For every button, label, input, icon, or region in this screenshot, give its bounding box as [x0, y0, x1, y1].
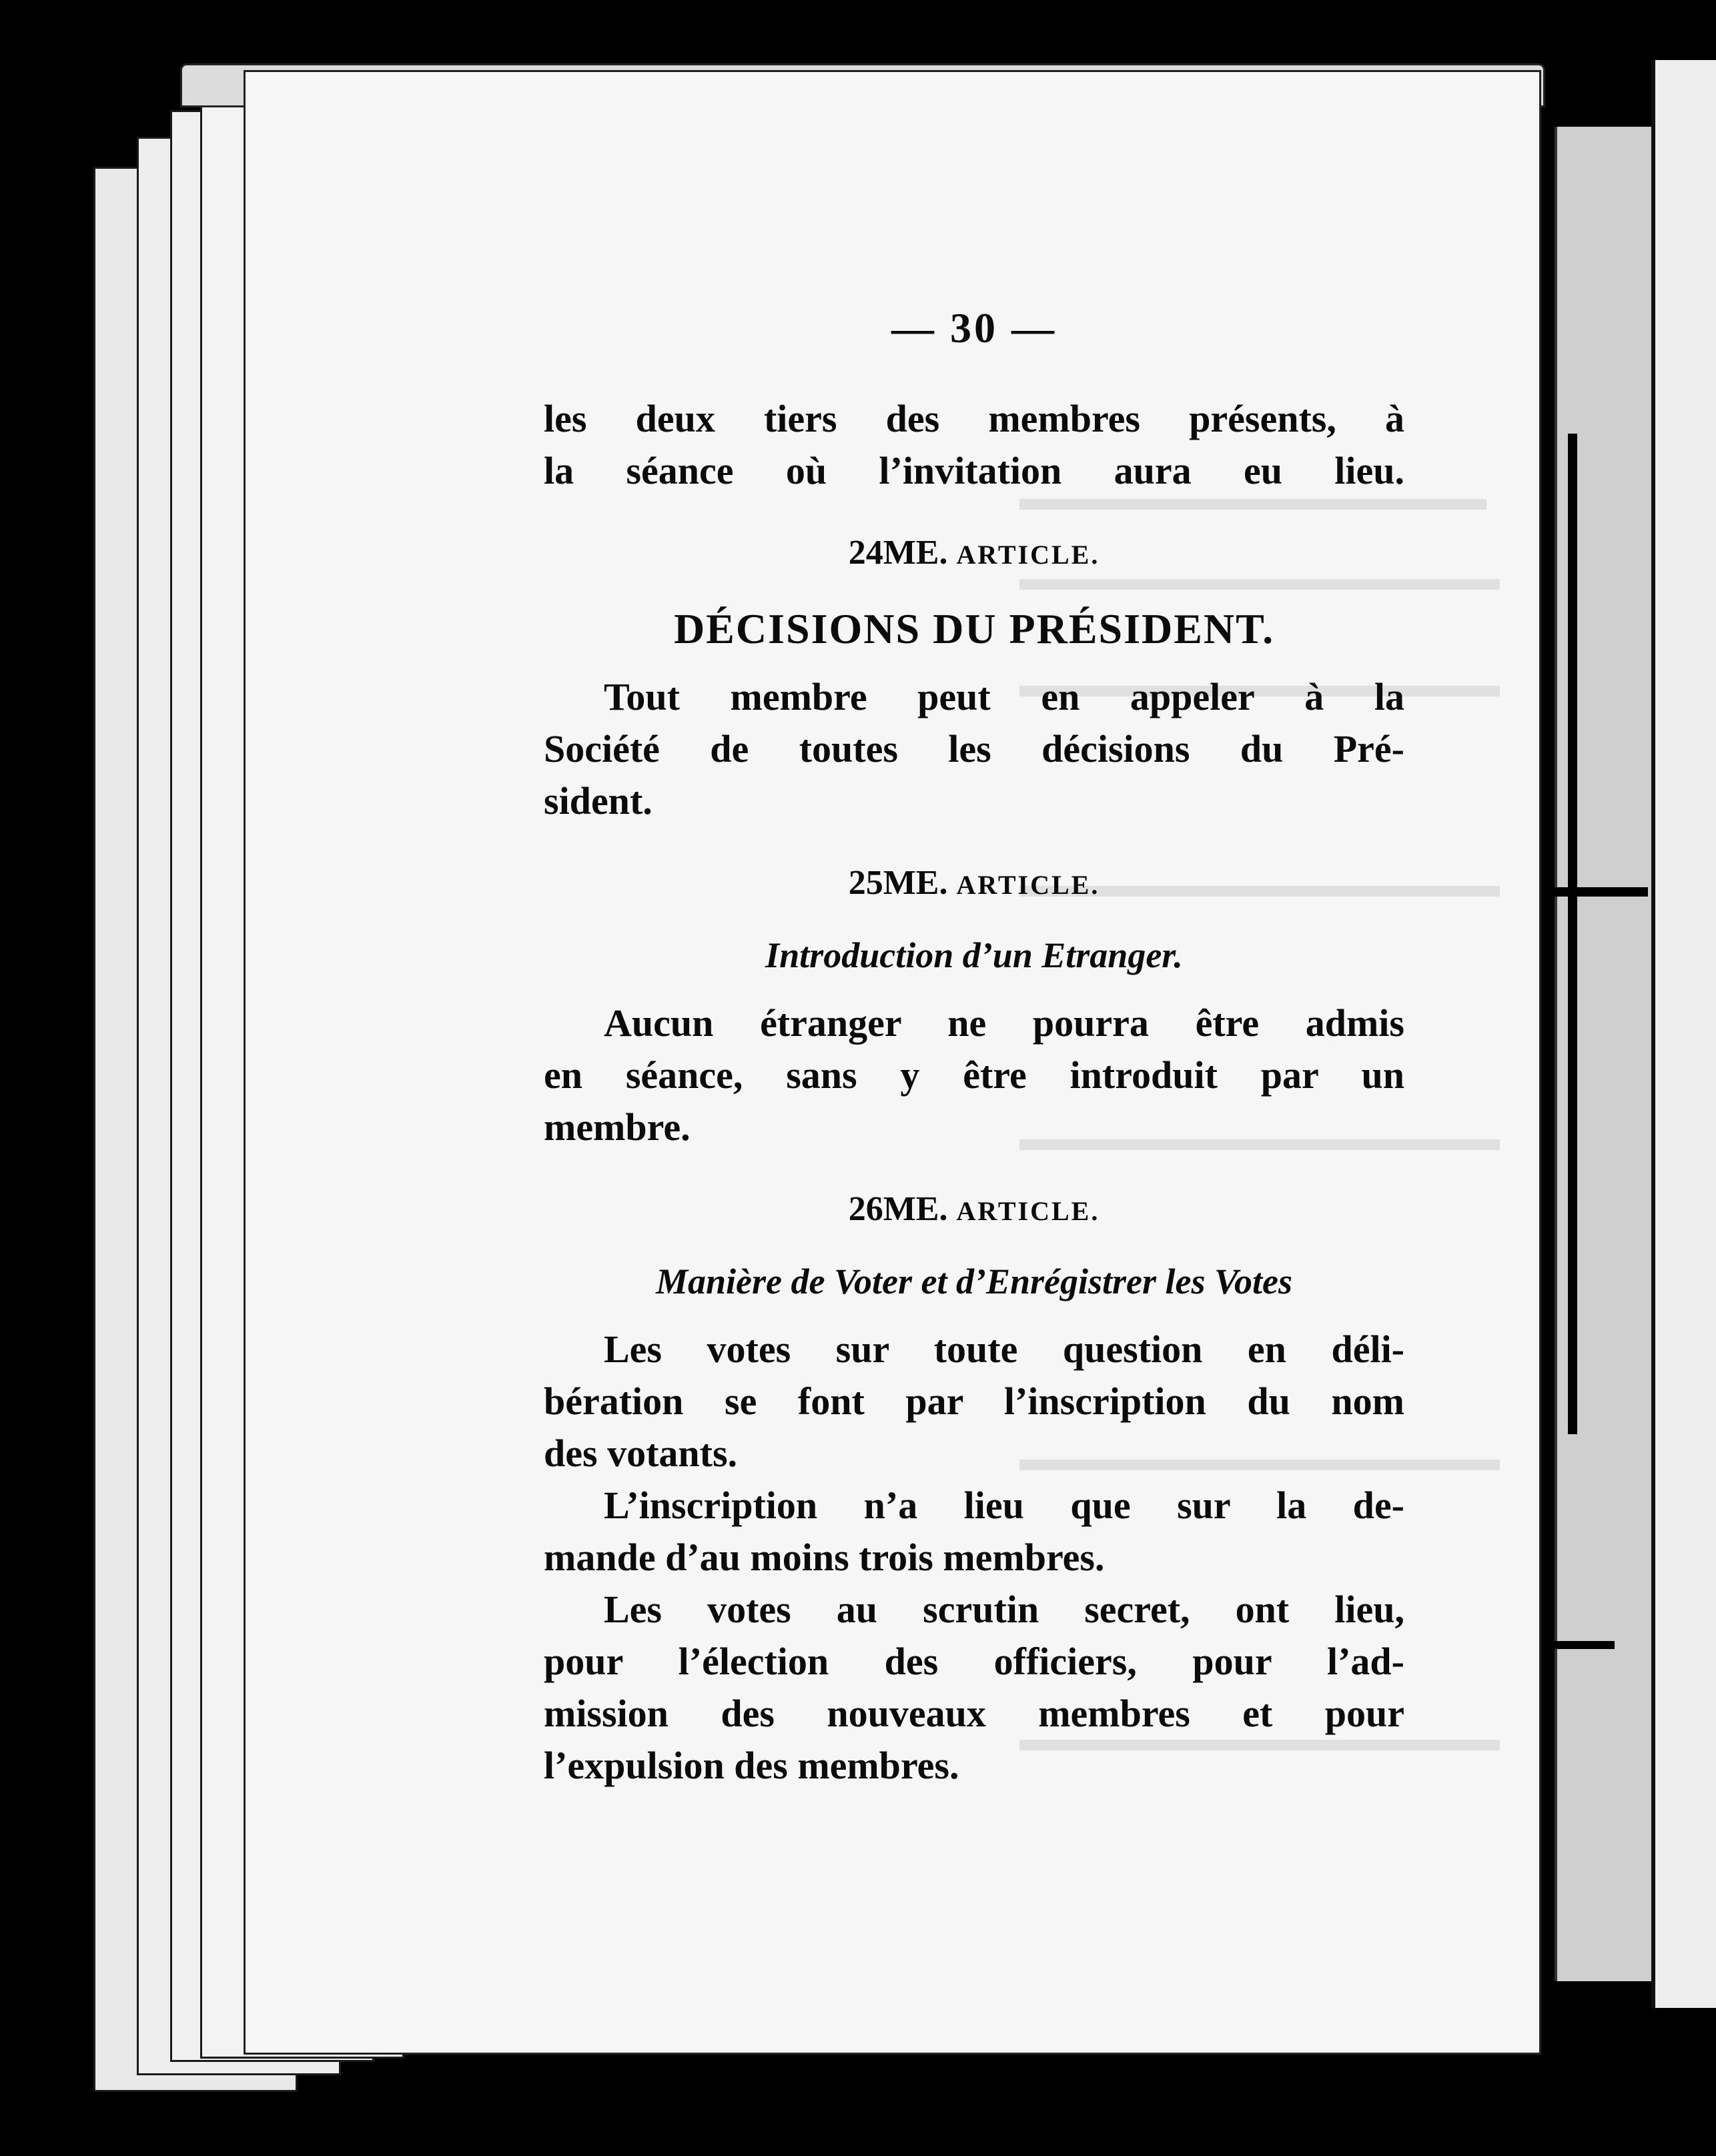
- page-number: — 30 —: [891, 304, 1057, 352]
- article-number: 26ME.: [848, 1190, 948, 1228]
- article-paragraph: [544, 1323, 1404, 1480]
- text-line: Tout membre peut en appeler à la: [604, 675, 1404, 718]
- text-line: en séance, sans y être introduit par un: [544, 1053, 1404, 1097]
- article-word: ARTICLE.: [956, 870, 1100, 900]
- article-label: [544, 1189, 1404, 1229]
- text-line: Les votes sur toute question en déli-: [604, 1327, 1404, 1371]
- text-line: pour l’élection des officiers, pour l’ad-: [544, 1640, 1404, 1683]
- text-line: membre.: [544, 1105, 691, 1149]
- text-line: mande d’au moins trois membres.: [544, 1536, 1105, 1579]
- article-label: [544, 863, 1404, 903]
- binding-shadow: [1568, 434, 1577, 1434]
- text-line: sident.: [544, 779, 653, 823]
- text-line: Aucun étranger ne pourra être admis: [604, 1001, 1404, 1045]
- article-paragraph: [544, 997, 1404, 1153]
- article-word: ARTICLE.: [956, 1196, 1100, 1226]
- article-paragraph: [544, 1584, 1404, 1792]
- article-heading: Introduction d’un Etranger.: [765, 935, 1183, 975]
- binding-thread: [1535, 1641, 1615, 1649]
- text-line: l’expulsion des membres.: [544, 1744, 959, 1787]
- article-heading: Manière de Voter et d’Enrégistrer les Votes: [656, 1261, 1292, 1301]
- binding-thread: [1541, 887, 1648, 897]
- text-line: Société de toutes les décisions du Pré-: [544, 727, 1404, 770]
- article-word: ARTICLE.: [956, 540, 1100, 570]
- text-line: bération se font par l’inscription du nom: [544, 1380, 1404, 1423]
- article-number: 25ME.: [848, 864, 948, 902]
- article-paragraph: [544, 671, 1404, 827]
- text-line: L’inscription n’a lieu que sur la de-: [604, 1484, 1404, 1527]
- text-line: mission des nouveaux membres et pour: [544, 1692, 1404, 1735]
- intro-paragraph: [544, 393, 1404, 497]
- text-line: les deux tiers des membres présents, à: [544, 397, 1404, 440]
- facing-page-fragment: [1651, 60, 1716, 2008]
- text-line: des votants.: [544, 1432, 738, 1475]
- article-heading: DÉCISIONS DU PRÉSIDENT.: [673, 605, 1275, 652]
- article-label: [544, 533, 1404, 572]
- article-paragraph: [544, 1480, 1404, 1584]
- page-text: [544, 304, 1404, 1792]
- text-line: Les votes au scrutin secret, ont lieu,: [604, 1588, 1404, 1631]
- article-number: 24ME.: [848, 534, 948, 572]
- text-line: la séance où l’invitation aura eu lieu.: [544, 449, 1404, 492]
